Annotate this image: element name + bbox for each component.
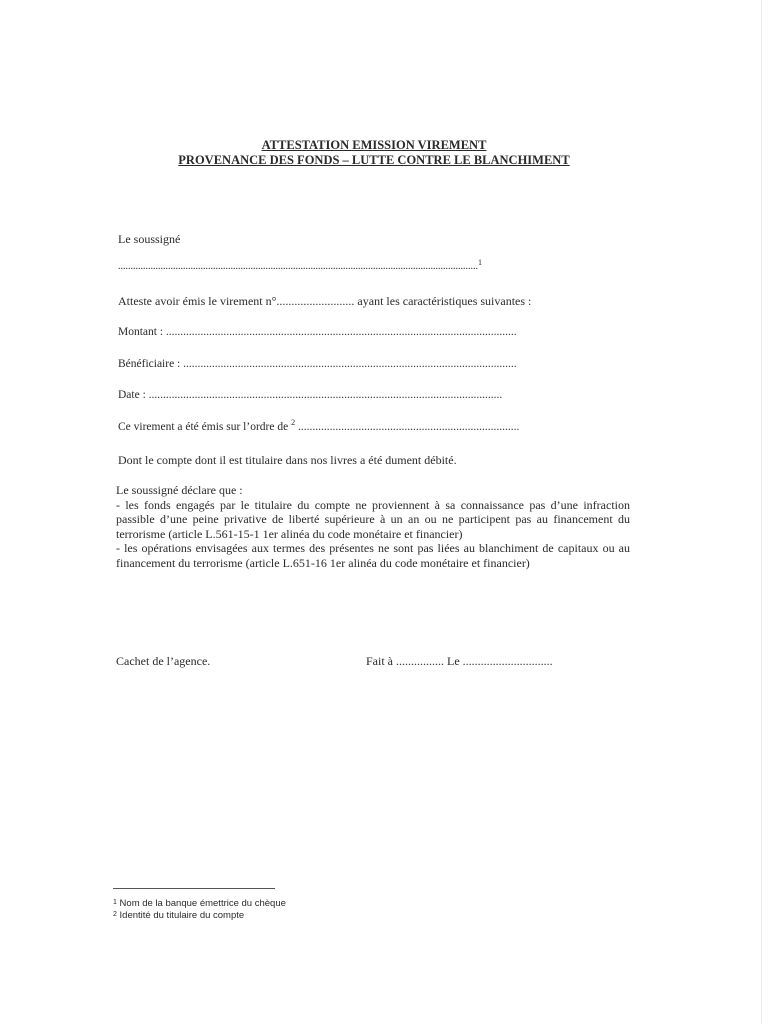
footnote-1-number: 1 (113, 899, 117, 906)
footnote-1 (113, 898, 286, 910)
title-line-2: PROVENANCE DES FONDS – LUTTE CONTRE LE BLANCHIMENT (178, 153, 570, 167)
document-title (0, 138, 748, 168)
soussigne-label: Le soussigné (118, 232, 181, 246)
declaration-block (116, 483, 630, 570)
page-edge (761, 0, 762, 1024)
atteste-label: Atteste avoir émis le virement n° (118, 294, 277, 308)
soussigne-dots: ................................................................................................................................................ (118, 261, 478, 272)
footnote-ref-1: 1 (478, 258, 482, 267)
montant-line (118, 326, 517, 338)
ordre-dots: ............................................................................. (295, 421, 520, 433)
ordre-line (118, 418, 520, 433)
footnote-divider (113, 888, 275, 889)
beneficiaire-label: Bénéficiaire : (118, 358, 184, 370)
montant-dots: .......................................................................................................................... (165, 326, 517, 338)
ordre-label: Ce virement a été émis sur l’ordre de (118, 421, 292, 433)
fait-a-le-line: Fait à ................ Le .............................. (366, 654, 553, 668)
date-dots: ........................................................................................................................... (148, 389, 503, 401)
footnote-2-number: 2 (113, 911, 117, 918)
date-line (118, 389, 502, 401)
soussigne-field (118, 258, 482, 272)
footnote-2 (113, 910, 286, 922)
footnotes (113, 898, 286, 922)
declaration-item-1: - les fonds engagés par le titulaire du compte ne proviennent à sa connaissance pas d’une infraction passible d’une peine privative de liberté supérieure à un an ou ne participent pas au financement du terrorisme (article L.561-15-1 1er alinéa du code monétaire et financier) (116, 497, 630, 541)
declaration-item-2: - les opérations envisagées aux termes des présentes ne sont pas liées au blanchiment de capitaux ou au financement du terrorisme (article L.651-16 1er alinéa du code monétaire et financier) (116, 541, 630, 570)
atteste-suffix: ayant les caractéristiques suivantes : (354, 294, 532, 308)
footnote-1-text: Nom de la banque émettrice du chèque (116, 898, 286, 909)
footnote-2-text: Identité du titulaire du compte (116, 910, 245, 921)
cachet-label: Cachet de l’agence. (116, 654, 211, 668)
date-label: Date : (118, 389, 149, 401)
compte-text: Dont le compte dont il est titulaire dans nos livres a été dument débité. (118, 453, 457, 467)
title-line-1: ATTESTATION EMISSION VIREMENT (261, 138, 487, 152)
footnote-ref-2: 2 (291, 418, 296, 427)
montant-label: Montant : (118, 326, 166, 338)
virement-line (118, 294, 531, 309)
beneficiaire-line (118, 358, 517, 370)
virement-number-dots: .......................... (276, 294, 355, 308)
declaration-intro: Le soussigné déclare que : (116, 483, 243, 497)
beneficiaire-dots: .................................................................................................................... (183, 358, 517, 370)
